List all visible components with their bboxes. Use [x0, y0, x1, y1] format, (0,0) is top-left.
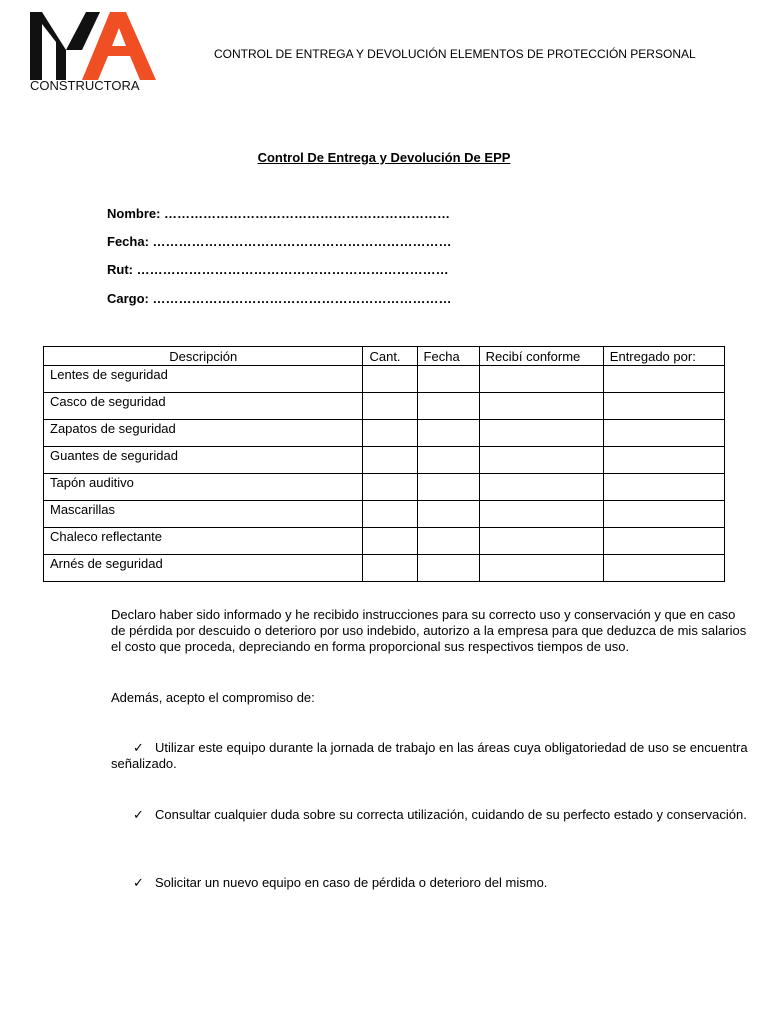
cell-recibi-conforme[interactable] [479, 501, 603, 528]
cell-fecha[interactable] [417, 420, 479, 447]
item-description: Guantes de seguridad [44, 447, 363, 474]
item-description: Casco de seguridad [44, 393, 363, 420]
table-header-row [44, 347, 725, 366]
company-logo [30, 10, 158, 90]
cell-cantidad[interactable] [363, 447, 417, 474]
cell-fecha[interactable] [417, 447, 479, 474]
table-row [44, 393, 725, 420]
cell-fecha[interactable] [417, 393, 479, 420]
check-icon: ✓ [133, 875, 144, 890]
cell-cantidad[interactable] [363, 366, 417, 393]
cell-fecha[interactable] [417, 555, 479, 582]
cell-recibi-conforme[interactable] [479, 528, 603, 555]
commitment-text: Solicitar un nuevo equipo en caso de pérdida o deterioro del mismo. [155, 875, 548, 890]
table-row [44, 420, 725, 447]
commitment-item [111, 875, 751, 891]
header-descripcion: Descripción [44, 347, 363, 366]
header-recibi-conforme: Recibí conforme [479, 347, 603, 366]
field-rut: Rut: ……………………………………………………………… [107, 262, 449, 277]
cell-entregado-por[interactable] [603, 528, 724, 555]
cell-cantidad[interactable] [363, 528, 417, 555]
item-description: Zapatos de seguridad [44, 420, 363, 447]
cell-cantidad[interactable] [363, 501, 417, 528]
cell-entregado-por[interactable] [603, 447, 724, 474]
table-row [44, 555, 725, 582]
header-entregado-por: Entregado por: [603, 347, 724, 366]
field-fecha: Fecha: …………………………………………………………… [107, 234, 452, 249]
cell-entregado-por[interactable] [603, 393, 724, 420]
field-cargo: Cargo: …………………………………………………………… [107, 291, 452, 306]
field-nombre: Nombre: ………………………………………………………… [107, 206, 451, 221]
cell-recibi-conforme[interactable] [479, 555, 603, 582]
item-description: Tapón auditivo [44, 474, 363, 501]
epp-table [43, 346, 725, 582]
document-title: Control De Entrega y Devolución De EPP [257, 150, 511, 165]
cell-recibi-conforme[interactable] [479, 447, 603, 474]
cell-recibi-conforme[interactable] [479, 393, 603, 420]
cell-entregado-por[interactable] [603, 366, 724, 393]
cell-fecha[interactable] [417, 366, 479, 393]
table-row [44, 474, 725, 501]
table-row [44, 366, 725, 393]
cell-fecha[interactable] [417, 501, 479, 528]
cell-recibi-conforme[interactable] [479, 420, 603, 447]
cell-cantidad[interactable] [363, 555, 417, 582]
table-row [44, 501, 725, 528]
declaration-paragraph: Declaro haber sido informado y he recibido instrucciones para su correcto uso y conservación y que en caso de pérdida por descuido o deterioro por uso indebido, autorizo a la empresa para que deduzca de mis salarios el costo que proceda, depreciando en forma proporcional sus respectivos tiempos de uso. [111, 607, 747, 654]
cell-entregado-por[interactable] [603, 555, 724, 582]
header-cantidad: Cant. [363, 347, 417, 366]
cell-recibi-conforme[interactable] [479, 366, 603, 393]
header-fecha: Fecha [417, 347, 479, 366]
cell-cantidad[interactable] [363, 393, 417, 420]
cell-fecha[interactable] [417, 474, 479, 501]
cell-entregado-por[interactable] [603, 501, 724, 528]
check-icon: ✓ [133, 807, 144, 822]
cell-fecha[interactable] [417, 528, 479, 555]
commitment-intro: Además, acepto el compromiso de: [111, 690, 315, 705]
table-row [44, 447, 725, 474]
cell-cantidad[interactable] [363, 474, 417, 501]
table-row [44, 528, 725, 555]
cell-recibi-conforme[interactable] [479, 474, 603, 501]
item-description: Chaleco reflectante [44, 528, 363, 555]
item-description: Arnés de seguridad [44, 555, 363, 582]
cell-entregado-por[interactable] [603, 420, 724, 447]
commitment-text: Consultar cualquier duda sobre su correcta utilización, cuidando de su perfecto estado y conservación. [155, 807, 747, 822]
item-description: Mascarillas [44, 501, 363, 528]
cell-entregado-por[interactable] [603, 474, 724, 501]
commitment-item [111, 740, 751, 772]
cell-cantidad[interactable] [363, 420, 417, 447]
check-icon: ✓ [133, 740, 144, 755]
commitment-item [111, 807, 751, 823]
logo-wordmark: CONSTRUCTORA [30, 78, 140, 90]
commitment-text: Utilizar este equipo durante la jornada de trabajo en las áreas cuya obligatoriedad de uso se encuentra señalizado. [111, 740, 748, 771]
header-title: CONTROL DE ENTREGA Y DEVOLUCIÓN ELEMENTOS DE PROTECCIÓN PERSONAL [214, 47, 696, 61]
item-description: Lentes de seguridad [44, 366, 363, 393]
